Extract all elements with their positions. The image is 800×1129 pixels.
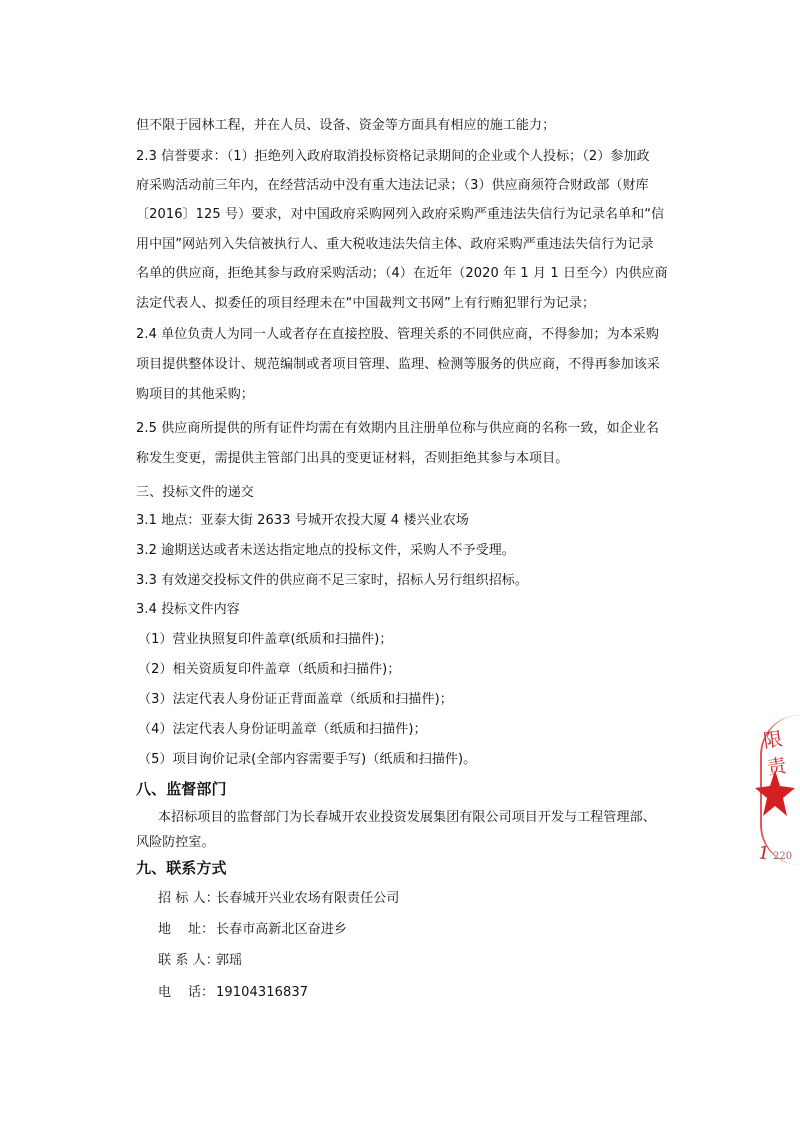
text-line: 项目提供整体设计、规范编制或者项目管理、监理、检测等服务的供应商，不得再参加该采 [136, 357, 661, 372]
list-item: （1）营业执照复印件盖章(纸质和扫描件)； [138, 632, 393, 647]
section-heading: 三、投标文件的递交 [136, 485, 254, 500]
seal-mark: 1 [756, 842, 772, 865]
text-line: 3.4 投标文件内容 [136, 602, 240, 617]
text-line: 购项目的其他采购； [136, 387, 254, 402]
text-line: 2.3 信誉要求：（1）拒绝列入政府取消投标资格记录期间的企业或个人投标；（2）参加政 [136, 149, 650, 164]
contact-value: 19104316837 [216, 985, 309, 1000]
section-heading-contact: 九、联系方式 [136, 859, 227, 877]
contact-label: 招 标 人： [158, 891, 219, 906]
contact-label: 地 址： [158, 922, 215, 937]
text-line: 3.1 地点：亚泰大街 2633 号城开农投大厦 4 楼兴业农场 [136, 513, 469, 528]
section-heading-supervision: 八、监督部门 [136, 780, 227, 798]
seal-text: 限责 [761, 728, 788, 780]
list-item: （3）法定代表人身份证正背面盖章（纸质和扫描件)； [138, 692, 453, 707]
text-line: 2.5 供应商所提供的所有证件均需在有效期内且注册单位称与供应商的名称一致，如企业名 [136, 421, 660, 436]
supervision-body: 风险防控室。 [136, 835, 215, 850]
contact-label: 联 系 人： [158, 953, 219, 968]
text-line: 〔2016〕125 号）要求，对中国政府采购网列入政府采购严重违法失信行为记录名单和“信 [136, 207, 665, 222]
contact-value: 长春城开兴业农场有限责任公司 [216, 891, 400, 906]
contact-value: 郭瑶 [216, 953, 243, 968]
seal-star-icon [755, 768, 795, 820]
text-line: 3.3 有效递交投标文件的供应商不足三家时，招标人另行组织招标。 [136, 573, 529, 588]
contact-row-tenderer [158, 889, 718, 909]
contact-row-person [158, 951, 718, 971]
text-line: 但不限于园林工程，并在人员、设备、资金等方面具有相应的施工能力； [136, 118, 556, 133]
text-line: 名单的供应商，拒绝其参与政府采购活动；（4）在近年（2020 年 1 月 1 日至今）内供应商 [136, 266, 668, 281]
list-item: （4）法定代表人身份证明盖章（纸质和扫描件)； [138, 722, 427, 737]
text-line: 3.2 逾期送达或者未送达指定地点的投标文件，采购人不予受理。 [136, 543, 515, 558]
text-line: 2.4 单位负责人为同一人或者存在直接控股、管理关系的不同供应商，不得参加；为本采购 [136, 327, 660, 342]
contact-value: 长春市高新北区奋进乡 [216, 922, 348, 937]
text-line: 府采购活动前三年内，在经营活动中没有重大违法记录；（3）供应商须符合财政部（财库 [136, 178, 649, 193]
seal-number: 220 [773, 851, 793, 862]
text-line: 法定代表人、拟委任的项目经理未在“中国裁判文书网”上有行贿犯罪行为记录； [136, 296, 596, 311]
text-line: 称发生变更，需提供主管部门出具的变更证材料，否则拒绝其参与本项目。 [136, 451, 569, 466]
list-item: （2）相关资质复印件盖章（纸质和扫描件)； [138, 662, 401, 677]
contact-row-phone [158, 983, 718, 1003]
list-item: （5）项目询价记录(全部内容需要手写)（纸质和扫描件)。 [138, 752, 477, 767]
contact-label: 电 话： [158, 985, 215, 1000]
text-line: 用中国”网站列入失信被执行人、重大税收违法失信主体、政府采购严重违法失信行为记录 [136, 237, 654, 252]
supervision-body: 本招标项目的监督部门为长春城开农业投资发展集团有限公司项目开发与工程管理部、 [158, 810, 656, 825]
contact-row-address [158, 920, 718, 940]
